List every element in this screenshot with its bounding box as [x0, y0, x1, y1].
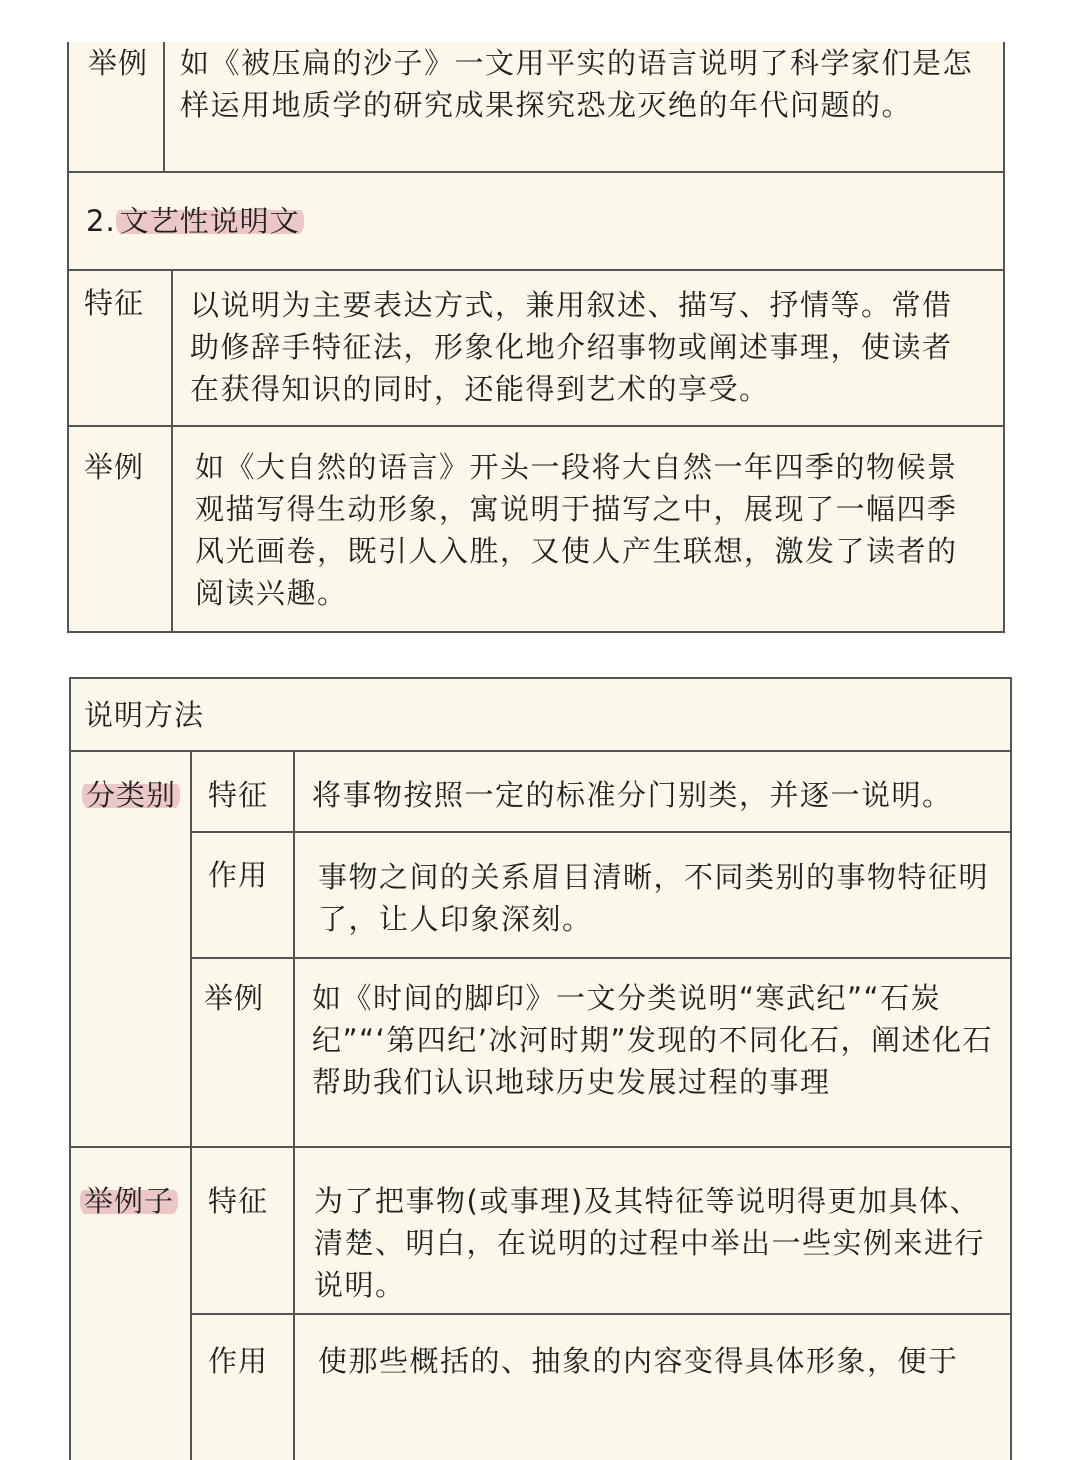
- table1-divider-1: [67, 171, 1005, 173]
- row-label-example: 举例: [84, 450, 145, 484]
- row-label-effect: 作用: [208, 1344, 269, 1378]
- effect-text: 事物之间的关系眉目清晰，不同类别的事物特征明了，让人印象深刻。: [318, 860, 990, 936]
- section-number: 2.: [86, 204, 116, 238]
- table1-divider-3: [67, 425, 1005, 427]
- table2-col-divider-b: [293, 750, 295, 1460]
- method-name-highlight: 分类别: [82, 778, 180, 812]
- table1-right-border: [1003, 42, 1005, 632]
- table2-row-divider-3: [69, 1146, 1012, 1148]
- table1-col-divider-a: [163, 42, 165, 172]
- table2-row-divider-4: [190, 1313, 1012, 1315]
- feature-text: 将事物按照一定的标准分门别类，并逐一说明。: [312, 778, 953, 812]
- table1-bottom-border: [67, 631, 1005, 633]
- row-label-feature: 特征: [208, 1184, 269, 1218]
- effect-text: 使那些概括的、抽象的内容变得具体形象，便于: [318, 1344, 959, 1378]
- table1-col-divider-b: [171, 270, 173, 632]
- section-title-highlight: 文艺性说明文: [116, 204, 304, 238]
- method-name-highlight: 举例子: [80, 1184, 178, 1218]
- table2-header-divider: [69, 750, 1012, 752]
- feature-text: 以说明为主要表达方式，兼用叙述、描写、抒情等。常借助修辞手特征法，形象化地介绍事物或阐述事理，使读者在获得知识的同时，还能得到艺术的享受。: [190, 288, 953, 406]
- table2-col-divider-a: [190, 750, 192, 1460]
- feature-text: 为了把事物(或事理)及其特征等说明得更加具体、清楚、明白，在说明的过程中举出一些实例来进行说明。: [314, 1184, 986, 1302]
- table2-row-divider-1: [190, 831, 1012, 833]
- method-name-classification: [82, 774, 180, 816]
- example-text: 如《时间的脚印》一文分类说明“寒武纪”“石炭纪”“‘第四纪’冰河时期”发现的不同化石，阐述化石帮助我们认识地球历史发展过程的事理: [312, 981, 994, 1099]
- table1-left-border: [67, 42, 69, 632]
- table-header: 说明方法: [84, 698, 205, 732]
- method-name-examples: [80, 1180, 178, 1222]
- example-text: 如《被压扁的沙子》一文用平实的语言说明了科学家们是怎样运用地质学的研究成果探究恐龙灭绝的年代问题的。: [180, 46, 974, 122]
- example-text: 如《大自然的语言》开头一段将大自然一年四季的物候景观描写得生动形象，寓说明于描写之中，展现了一幅四季风光画卷，既引人入胜，又使人产生联想，激发了读者的阅读兴趣。: [195, 450, 958, 610]
- table2-right-border: [1010, 677, 1012, 1460]
- row-label-example: 举例: [204, 981, 265, 1015]
- section-title: [86, 200, 304, 242]
- table2-left-border: [69, 677, 71, 1460]
- row-label-example: 举例: [88, 46, 149, 80]
- table2-top-border: [69, 677, 1012, 679]
- table1-divider-2: [67, 269, 1005, 271]
- row-label-feature: 特征: [84, 286, 145, 320]
- row-label-feature: 特征: [208, 778, 269, 812]
- table2-row-divider-2: [190, 957, 1012, 959]
- row-label-effect: 作用: [208, 858, 269, 892]
